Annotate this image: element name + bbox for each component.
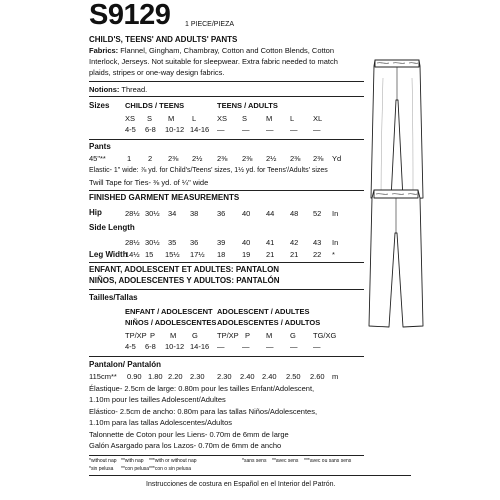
side-length-unit: In: [332, 238, 339, 247]
footnote: **con pelusa: [121, 466, 150, 472]
hip-value: 48: [290, 209, 299, 218]
size-number: —: [242, 342, 250, 351]
divider: [89, 81, 364, 82]
size-letter: S: [147, 114, 153, 123]
pantalon-meters: 2.50: [286, 372, 301, 381]
pantalon-label: Pantalon/ Pantalón: [89, 360, 162, 369]
fabrics-label: Fabrics:: [89, 46, 119, 55]
size-letter: P: [150, 331, 156, 340]
side-length-value: 40: [242, 238, 251, 247]
elastique-line-2: 1.10m pour les tailles Adolescent/Adultes: [89, 395, 226, 404]
piece-count: 1 PIECE/PIEZA: [185, 21, 235, 28]
pants-yardage: 2⅜: [168, 154, 179, 163]
notions-label: Notions:: [89, 85, 120, 94]
elastic-line: Elastic- 1" wide: ⅞ yd. for Child's/Teens' sizes, 1½ yd. for Teens'/Adults' sizes: [89, 167, 328, 174]
hip-value: 36: [217, 209, 226, 218]
size-letter: L: [290, 114, 295, 123]
hip-value: 40: [242, 209, 251, 218]
measurements-title: FINISHED GARMENT MEASUREMENTS: [89, 193, 240, 202]
sizes-label: Sizes: [89, 101, 110, 110]
notions-text: Thread.: [121, 85, 148, 94]
leg-width-value: 15½: [165, 250, 180, 259]
pattern-title: CHILD'S, TEENS' AND ADULTS' PANTS: [89, 35, 238, 44]
size-letter: M: [170, 331, 177, 340]
leg-width-value: 15: [145, 250, 154, 259]
size-letter: M: [266, 331, 273, 340]
pantalon-meters: 2.40: [240, 372, 255, 381]
size-number: 14-16: [190, 342, 210, 351]
size-letter: P: [245, 331, 251, 340]
divider: [89, 356, 364, 357]
pants-yardage: 2½: [192, 154, 203, 163]
hip-value: 30½: [145, 209, 160, 218]
side-length-label: Side Length: [89, 223, 135, 232]
size-number: —: [217, 342, 225, 351]
size-letter: XS: [125, 114, 136, 123]
footnote: ***with or without nap: [149, 458, 197, 464]
leg-width-value: 17½: [190, 250, 205, 259]
hip-value: 28½: [125, 209, 140, 218]
footnote: *sin pelusa: [89, 466, 114, 472]
size-letter: XS: [217, 114, 228, 123]
side-length-value: 39: [217, 238, 226, 247]
size-number: —: [217, 125, 225, 134]
side-length-value: 28½: [125, 238, 140, 247]
size-letter: TG/XG: [313, 331, 337, 340]
fabrics-line-3: plaids, stripes or one-way design fabrics.: [89, 68, 225, 77]
divider: [89, 289, 364, 290]
notions-line: [89, 85, 147, 95]
divider: [89, 455, 364, 456]
pantalon-meters-unit: m: [332, 372, 339, 381]
divider: [89, 475, 411, 476]
pants-yardage-unit: Yd: [332, 154, 342, 163]
size-letter: TP/XP: [217, 331, 239, 340]
footnote: ***con o sin pelusa: [149, 466, 191, 472]
elastique-line-1: Élastique- 2.5cm de large: 0.80m pour les tailles Enfant/Adolescent,: [89, 384, 315, 393]
hip-unit: In: [332, 209, 339, 218]
footnote: *without nap: [89, 458, 117, 464]
pantalon-meters: 0.90: [127, 372, 142, 381]
pants-yardage: 2½: [266, 154, 277, 163]
elastico-line-1: Elástico- 2.5cm de ancho: 0.80m para las tallas Niños/Adolescentes,: [89, 407, 318, 416]
side-length-value: 42: [290, 238, 299, 247]
size-number: —: [290, 342, 298, 351]
footnote: ***avec ou sans sens: [304, 458, 352, 464]
pantalon-width: 115cm**: [89, 372, 117, 381]
leg-width-value: 14½: [125, 250, 140, 259]
fr-group-1: ENFANT / ADOLESCENT: [125, 307, 213, 316]
pants-yardage: 2⅜: [242, 154, 253, 163]
pants-front-illustration: [367, 58, 427, 203]
footnote: **avec sens: [272, 458, 299, 464]
size-letter: M: [168, 114, 175, 123]
size-number: 10-12: [165, 125, 185, 134]
es-group-2: ADOLESCENTES / ADULTOS: [217, 318, 321, 327]
size-number: 4-5: [125, 125, 136, 134]
size-number: —: [266, 342, 274, 351]
divider: [89, 96, 364, 97]
footnote: *sans sens: [242, 458, 267, 464]
pants-yardage: 1: [127, 154, 132, 163]
hip-value: 34: [168, 209, 177, 218]
pants-yardage: 2⅜: [217, 154, 228, 163]
leg-width-value: 21: [290, 250, 299, 259]
size-number: 14-16: [190, 125, 210, 134]
size-letter: G: [192, 331, 198, 340]
size-letter: S: [242, 114, 248, 123]
side-length-value: 43: [313, 238, 322, 247]
size-letter: L: [192, 114, 197, 123]
es-heading: NIÑOS, ADOLESCENTES Y ADULTOS: PANTALÓN: [89, 276, 280, 285]
sizes-group-childs-teens: CHILDS / TEENS: [125, 101, 185, 110]
leg-width-value: 18: [217, 250, 226, 259]
hip-value: 38: [190, 209, 199, 218]
pantalon-meters: 2.30: [217, 372, 232, 381]
footnote: **with nap: [121, 458, 144, 464]
size-number: 10-12: [165, 342, 185, 351]
side-length-value: 30½: [145, 238, 160, 247]
twill-tape-line: Twill Tape for Ties- ⅜ yd. of ¼" wide: [89, 178, 209, 187]
divider: [89, 262, 364, 263]
fabrics-line-1: [89, 46, 334, 56]
size-letter: G: [290, 331, 296, 340]
pattern-number: S9129: [89, 0, 171, 31]
hip-value: 44: [266, 209, 275, 218]
size-number: —: [313, 342, 321, 351]
hip-label: Hip: [89, 208, 102, 217]
fr-group-2: ADOLESCENT / ADULTES: [217, 307, 310, 316]
size-number: 6-8: [145, 342, 156, 351]
divider: [89, 190, 364, 191]
talonnette-line: Talonnette de Coton pour les Liens- 0.70m de 6mm de large: [89, 430, 289, 439]
pants-yardage: 2⅜: [313, 154, 324, 163]
size-letter: XL: [313, 114, 323, 123]
elastico-line-2: 1.10m para las tallas Adolescentes/Adultos: [89, 418, 233, 427]
spanish-instructions-note: Instrucciones de costura en Español en el Interior del Patrón.: [146, 481, 336, 488]
size-number: —: [266, 125, 274, 134]
leg-width-unit: *: [332, 250, 335, 259]
pantalon-meters: 2.30: [190, 372, 205, 381]
pants-back-illustration: [365, 188, 427, 333]
size-letter: M: [266, 114, 273, 123]
leg-width-value: 22: [313, 250, 322, 259]
pantalon-meters: 1.80: [148, 372, 163, 381]
side-length-value: 36: [190, 238, 199, 247]
sizes-label-fr-es: Tailles/Tallas: [89, 293, 138, 302]
leg-width-label: Leg Width: [89, 250, 128, 259]
fabrics-text-1: Flannel, Gingham, Chambray, Cotton and Cotton Blends, Cotton: [120, 46, 335, 55]
size-letter: TP/XP: [125, 331, 147, 340]
pants-label: Pants: [89, 142, 111, 151]
pants-yardage: 2⅜: [290, 154, 301, 163]
size-number: 4-5: [125, 342, 136, 351]
divider: [89, 139, 364, 140]
size-number: —: [242, 125, 250, 134]
size-number: 6-8: [145, 125, 156, 134]
side-length-value: 35: [168, 238, 177, 247]
pantalon-meters: 2.20: [168, 372, 183, 381]
size-number: —: [313, 125, 321, 134]
fr-heading: ENFANT, ADOLESCENT ET ADULTES: PANTALON: [89, 265, 280, 274]
fabrics-line-2: Interlock, Jerseys. Not suitable for sleepwear. Extra fabric needed to match: [89, 57, 338, 66]
hip-value: 52: [313, 209, 322, 218]
galon-line: Galón Asargado para los Lazos- 0.70m de 6mm de ancho: [89, 441, 282, 450]
sizes-group-teens-adults: TEENS / ADULTS: [217, 101, 278, 110]
pantalon-meters: 2.60: [310, 372, 325, 381]
size-number: —: [290, 125, 298, 134]
side-length-value: 41: [266, 238, 275, 247]
pants-yardage: 2: [148, 154, 153, 163]
es-group-1: NIÑOS / ADOLESCENTES: [125, 318, 217, 327]
leg-width-value: 19: [242, 250, 251, 259]
pantalon-meters: 2.40: [262, 372, 277, 381]
leg-width-value: 21: [266, 250, 275, 259]
pants-width: 45"**: [89, 154, 106, 163]
